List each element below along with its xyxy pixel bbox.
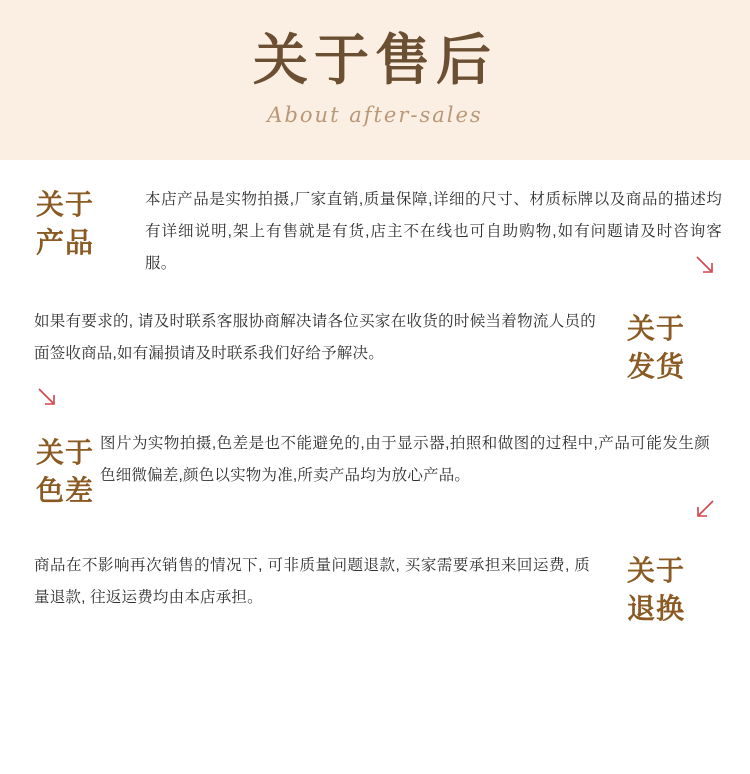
section-color-difference-tag xyxy=(36,434,94,510)
section-product-tag-line1: 关于 xyxy=(36,188,95,221)
section-return-exchange-tag xyxy=(627,552,685,628)
arrow-down-left-icon xyxy=(694,498,716,520)
section-shipping xyxy=(0,300,750,410)
section-product-tag xyxy=(36,186,94,262)
section-product xyxy=(0,160,750,300)
section-shipping-tag xyxy=(627,310,685,386)
arrow-down-right-icon xyxy=(694,254,716,276)
section-return-exchange-tag-line1: 关于 xyxy=(627,554,686,587)
page-header-banner xyxy=(0,0,750,160)
section-color-difference-tag-line1: 关于 xyxy=(36,436,95,469)
section-shipping-tag-line1: 关于 xyxy=(627,312,686,345)
section-color-difference-text: 图片为实物拍摄,色差是也不能避免的,由于显示器,拍照和做图的过程中,产品可能发生颜色细微偏差,颜色以实物为准,所卖产品均为放心产品。 xyxy=(100,435,710,484)
section-color-difference-tag-line2: 色差 xyxy=(36,473,95,507)
section-product-tag-line2: 产品 xyxy=(36,225,95,259)
arrow-down-right-icon xyxy=(36,386,58,408)
section-shipping-text: 如果有要求的, 请及时联系客服协商解决请各位买家在收货的时候当着物流人员的面签收商品,如有漏损请及时联系我们好给予解决。 xyxy=(34,313,596,362)
section-color-difference xyxy=(0,420,750,535)
section-return-exchange-tag-line2: 退换 xyxy=(627,591,686,625)
section-shipping-tag-line2: 发货 xyxy=(627,349,686,383)
page-title: 关于售后 xyxy=(252,27,497,92)
page-subtitle: About after-sales xyxy=(267,103,483,127)
section-return-exchange-text: 商品在不影响再次销售的情况下, 可非质量问题退款, 买家需要承担来回运费, 质量退款, 往返运费均由本店承担。 xyxy=(34,557,590,606)
section-product-text: 本店产品是实物拍摄,厂家直销,质量保障,详细的尺寸、材质标牌以及商品的描述均有详细说明,架上有售就是有货,店主不在线也可自助购物,如有问题请及时咨询客服。 xyxy=(145,191,722,272)
section-return-exchange xyxy=(0,540,750,650)
